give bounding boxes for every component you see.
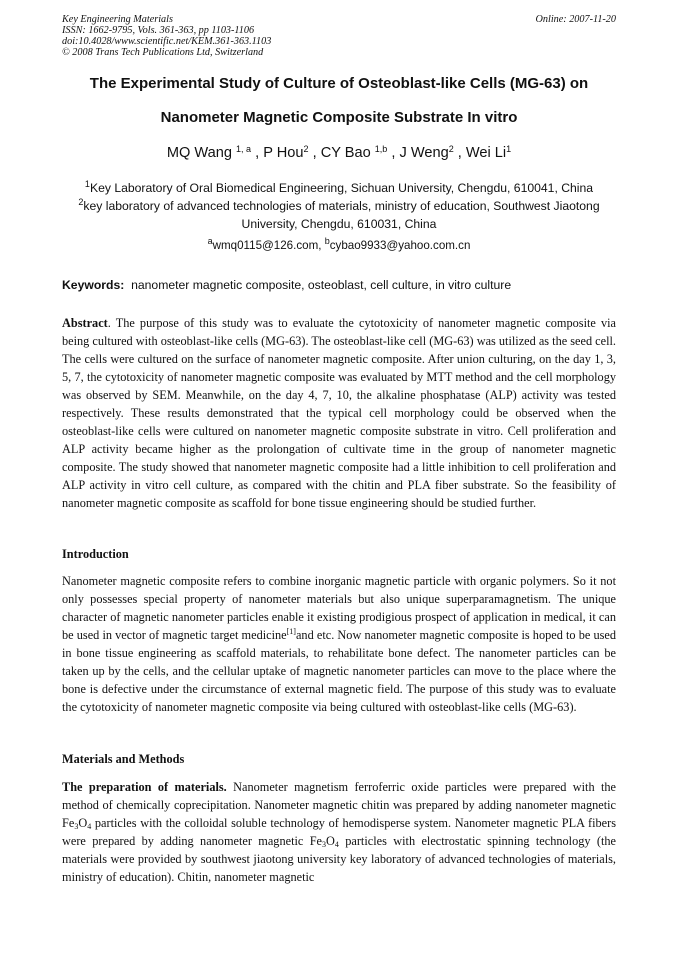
author-separator: ,: [453, 145, 466, 161]
intro-text: Nanometer magnetic composite refers to combine inorganic magnetic particle with organic polymers. So it not only possesses special property of nanometer materials but also unique superparamagnetism. The unique character of magnetic nanometer particles enable it existing prodigious prospect of application in medical, it can be used in vector of magnetic target medicine: [62, 574, 616, 642]
affiliation-1: [62, 179, 616, 197]
author-affiliation-mark: 2: [448, 144, 454, 154]
author-name: CY Bao: [320, 145, 375, 161]
email-link[interactable]: wmq0115@126.com,: [212, 239, 325, 252]
affiliation-text: key laboratory of advanced technologies of materials, ministry of education, Southwest Jiaotong University, Chengdu, 610031, China: [83, 199, 600, 231]
keywords-text: nanometer magnetic composite, osteoblast, cell culture, in vitro culture: [131, 278, 512, 292]
subscript: 4: [87, 822, 92, 831]
methods-subheading: The preparation of materials.: [62, 780, 227, 794]
methods-paragraph: [62, 778, 616, 886]
methods-text: particles with the colloidal soluble technology of hemodisperse system. Nanometer magnetic PLA fibers were prepared by adding nanometer magnetic Fe: [62, 816, 616, 848]
methods-text: O: [78, 816, 88, 830]
author-name: P Hou: [263, 145, 304, 161]
intro-text: and etc. Now nanometer magnetic composite is hoped to be used in bone tissue engineering as scaffold materials, to rehabilitate bone defect. The nanometer particles can be taken up by the cells, and the cellular uptake of magnetic nanometer particles can move to the place where the bone is defective under the circumstance of external magnetic field. The purpose of this study was to evaluate the cytotoxicity of nanometer magnetic composite via being cultured with osteoblast-like cells (MG-63).: [62, 628, 616, 714]
author-name: MQ Wang: [166, 145, 237, 161]
subscript: 3: [322, 840, 326, 849]
abstract: [62, 314, 616, 512]
paper-title-line-1: The Experimental Study of Culture of Osteoblast-like Cells (MG-63) on: [89, 75, 589, 92]
author-affiliation-mark: 1,b: [374, 144, 388, 154]
abstract-text: . The purpose of this study was to evaluate the cytotoxicity of nanometer magnetic composite via being cultured with osteoblast-like cells (MG-63). The osteoblast-like cell (MG-63) was utilized as the seed cell. The cells were cultured on the surface of nanometer magnetic composite. After union culturing, on the day 1, 3, 5, 7, the cytotoxicity of nanometer magnetic composite was evaluated by MTT method and the cell morphology was observed by SEM. Meanwhile, on the day 4, 7, 10, the alkaline phosphatase (ALP) activity was tested respectively. These results demonstrated that the typical cell morphology could be observed when the osteoblast-like cells were cultured on nanometer magnetic composite substrate in vitro. Cell proliferation and ALP activity became higher as the prolongation of cultivate time in the group of nanometer magnetic composite. The study showed that nanometer magnetic composite had a little inhibition to cell proliferation and ALP activity in vitro cell culture, as compared with the chitin and PLA fiber substrate. So the feasibility of nanometer magnetic composite as scaffold for bone tissue engineering should be studied further.: [62, 316, 617, 510]
methods-text: Nanometer magnetism ferroferric oxide particles were prepared with the method of chemically coprecipitation. Nanometer magnetic chitin was prepared by adding nanometer magnetic Fe: [62, 780, 616, 830]
journal-header: [62, 14, 616, 58]
subscript: 3: [74, 822, 79, 831]
keywords-label: Keywords:: [62, 278, 125, 292]
affiliation-mark: 2: [78, 197, 84, 207]
author-list: [40, 145, 638, 161]
author-name: J Weng: [399, 145, 449, 161]
email-mark: b: [324, 236, 330, 246]
author-emails: [62, 236, 616, 252]
issn-line: ISSN: 1662-9795, Vols. 361-363, pp 1103-1106: [62, 25, 255, 36]
methods-text: particles with electrostatic spinning technology (the materials were provided by southwest jiaotong university key laboratory of advanced technologies of materials, ministry of education). Chitin, nanometer magnetic: [62, 834, 616, 884]
author-separator: ,: [387, 145, 400, 161]
author-affiliation-mark: 2: [303, 144, 309, 154]
affiliation-2: [62, 197, 616, 233]
keywords: [62, 278, 622, 292]
email-mark: a: [207, 236, 213, 246]
citation-ref[interactable]: [1]: [286, 627, 296, 636]
author-affiliation-mark: 1: [506, 144, 512, 154]
introduction-paragraph: [62, 572, 616, 716]
affiliation-mark: 1: [84, 179, 90, 189]
methods-heading: Materials and Methods: [62, 752, 185, 766]
online-date: Online: 2007-11-20: [535, 14, 616, 25]
author-separator: ,: [251, 145, 264, 161]
affiliation-text: Key Laboratory of Oral Biomedical Engineering, Sichuan University, Chengdu, 610041, China: [89, 181, 594, 195]
paper-title-line-2: Nanometer Magnetic Composite Substrate In vitro: [160, 109, 518, 126]
journal-name: Key Engineering Materials: [62, 14, 173, 25]
introduction-heading: Introduction: [62, 547, 129, 561]
author-name: Wei Li: [465, 145, 507, 161]
methods-text: O: [326, 834, 335, 848]
copyright-line: © 2008 Trans Tech Publications Ltd, Switzerland: [62, 47, 264, 58]
affiliations: [62, 179, 616, 233]
doi-line: doi:10.4028/www.scientific.net/KEM.361-363.1103: [62, 36, 272, 47]
author-separator: ,: [308, 145, 321, 161]
author-affiliation-mark: 1, a: [236, 144, 252, 154]
email-link[interactable]: cybao9933@yahoo.com.cn: [329, 239, 471, 252]
abstract-label: Abstract: [62, 316, 108, 330]
subscript: 4: [334, 840, 339, 849]
